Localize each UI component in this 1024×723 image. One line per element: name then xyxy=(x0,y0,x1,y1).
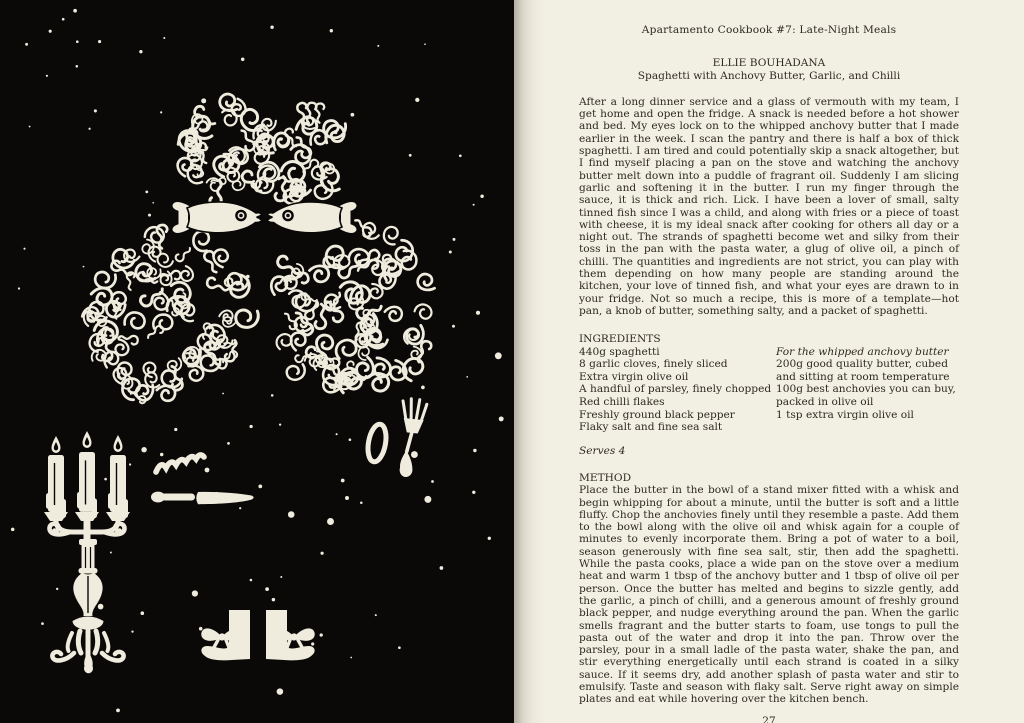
ingredient-item: 200g good quality butter, cubed and sitting at room temperature xyxy=(776,358,950,383)
ingredients-list-main xyxy=(579,346,776,434)
ingredient-item: Flaky salt and fine sea salt xyxy=(579,421,723,434)
ingredients-columns xyxy=(579,346,959,434)
ingredient-item: 440g spaghetti xyxy=(579,345,660,358)
ingredient-item: 8 garlic cloves, finely sliced xyxy=(579,358,728,371)
ingredients-list-anchovy-butter xyxy=(776,346,959,434)
ingredient-item: A handful of parsley, finely chopped xyxy=(579,383,772,396)
ingredient-item: Red chilli flakes xyxy=(579,395,665,408)
ingredients-heading: INGREDIENTS xyxy=(579,333,661,346)
method-heading: METHOD xyxy=(579,471,632,484)
page-number: 27 xyxy=(762,714,776,723)
intro-paragraph: After a long dinner service and a glass of vermouth with my team, I get home and open the fridge. A snack is needed before a hot shower and bed. My eyes lock on to the whipped anchovy butter that I made earlier in the week. I scan the pantry and there is half a box of thick spaghetti. I am tired and could potentially skip a snack altogether, but I find myself placing a pan on the stove and watching the anchovy butter melt down into a puddle of fragrant oil. Suddenly I am slicing garlic and softening it in the butter. I run my finger through the sauce, it is thick and rich. Lick. I have been a lover of small, salty tinned fish since I was a child, and along with fries or a piece of toast with cheese, it is my ideal snack after cooking for others all day or a night out. The strands of spaghetti become wet and silky from their toss in the pan with the pasta water, a glug of olive oil, a pinch of chilli. The quantities and ingredients are not strict, you can play with them depending on how many people are standing around the kitchen, your love of tinned fish, and what your eyes are drawn to in your fridge. Not so much a recipe, this is more of a template—hot pan, a knob of butter, something salty, and a packet of spaghetti. xyxy=(579,95,959,317)
author-name: ELLIE BOUHADANA xyxy=(712,57,826,70)
serves-note: Serves 4 xyxy=(579,444,626,457)
ingredient-item: 1 tsp extra virgin olive oil xyxy=(776,408,914,421)
ingredient-item: Extra virgin olive oil xyxy=(579,370,689,383)
ingredient-item: Freshly ground black pepper xyxy=(579,408,735,421)
recipe-page xyxy=(514,0,1024,723)
method-paragraph: Place the butter in the bowl of a stand mixer fitted with a whisk and begin whipping for about a minute, until the butter is soft and a little fluffy. Chop the anchovies finely until they resemble a paste. Add them to the bowl along with the olive oil and whisk again for a couple of minutes to evenly incorporate them. Bring a pot of water to a boil, season generously with fine sea salt, stir, then add the spaghetti. While the pasta cooks, place a wide pan on the stove over a medium heat and warm 1 tbsp of the anchovy butter and 1 tbsp of olive oil per person. Once the butter has melted and begins to sizzle gently, add the garlic, a pinch of chilli, and a generous amount of freshly ground black pepper, and nudge everything around the pan. When the garlic smells fragrant and the butter starts to foam, use tongs to pull the pasta out of the water and drop it into the pan. Throw over the parsley, pour in a small ladle of the pasta water, shake the pan, and stir everything energetically until each strand is coated in a silky sauce. If it seems dry, add another splash of pasta water and stir to emulsify. Taste and season with flaky salt. Serve right away on simple plates and eat while hovering over the kitchen bench. xyxy=(579,484,959,706)
recipe-title: Spaghetti with Anchovy Butter, Garlic, and Chilli xyxy=(637,69,901,82)
ingredients-subheading: For the whipped anchovy butter xyxy=(776,345,949,358)
ingredient-item: 100g best anchovies you can buy, packed in olive oil xyxy=(776,383,956,408)
running-head: Apartamento Cookbook #7: Late-Night Meals xyxy=(641,24,897,36)
